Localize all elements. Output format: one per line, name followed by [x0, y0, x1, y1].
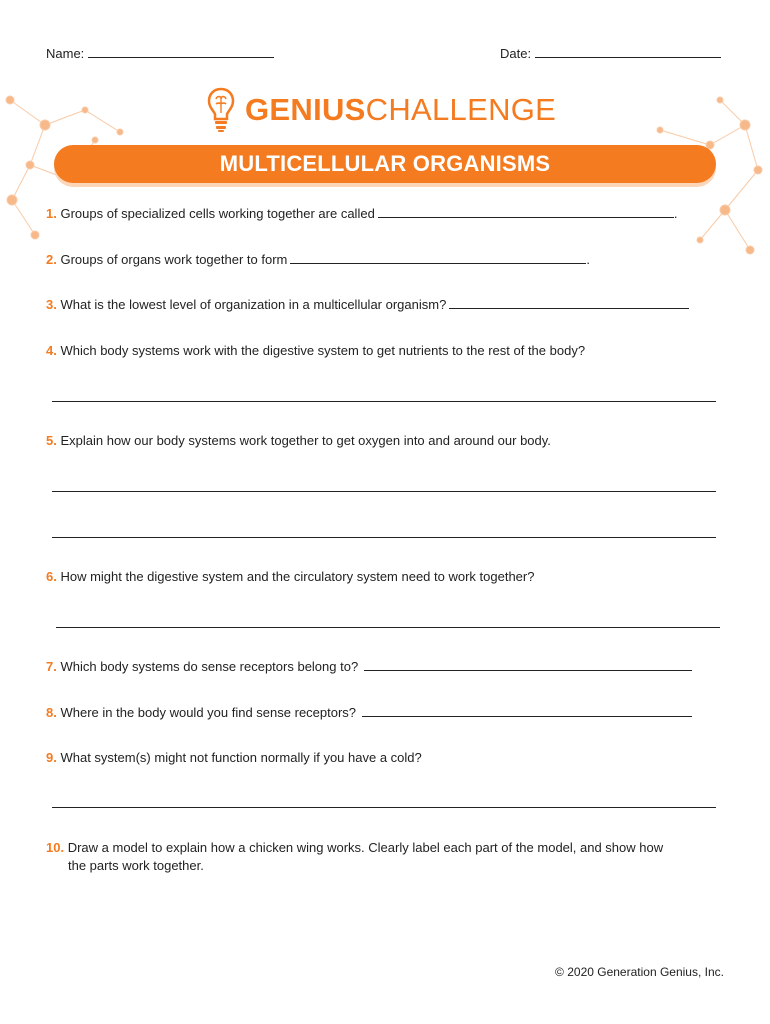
question-number: 5. — [46, 433, 57, 448]
question-number: 2. — [46, 252, 57, 267]
question-text: What system(s) might not function normally if you have a cold? — [60, 750, 422, 765]
question-text: Explain how our body systems work together to get oxygen into and around our body. — [60, 433, 551, 448]
question-9 — [46, 749, 422, 767]
answer-blank[interactable] — [362, 704, 692, 717]
question-text: Groups of specialized cells working together are called — [60, 206, 375, 221]
date-field[interactable] — [500, 46, 721, 61]
question-7 — [46, 658, 692, 676]
question-punct: . — [673, 206, 678, 221]
answer-blank[interactable] — [364, 658, 692, 671]
name-label: Name: — [46, 46, 85, 61]
question-number: 10. — [46, 840, 65, 855]
question-6 — [46, 568, 534, 586]
answer-blank[interactable] — [378, 205, 674, 218]
question-number: 1. — [46, 206, 57, 221]
date-blank[interactable] — [535, 46, 721, 58]
question-number: 6. — [46, 569, 57, 584]
question-text: Which body systems work with the digestive system to get nutrients to the rest of the body? — [60, 343, 586, 358]
answer-line[interactable] — [52, 401, 716, 402]
worksheet-title: MULTICELLULAR ORGANISMS — [219, 151, 551, 176]
copyright-notice: © 2020 Generation Genius, Inc. — [555, 965, 724, 979]
question-number: 3. — [46, 297, 57, 312]
question-text: How might the digestive system and the circulatory system need to work together? — [60, 569, 535, 584]
question-text: Where in the body would you find sense receptors? — [60, 705, 357, 720]
question-text-continued: the parts work together. — [68, 858, 204, 873]
answer-blank[interactable] — [290, 251, 586, 264]
question-number: 4. — [46, 343, 57, 358]
question-8 — [46, 704, 692, 722]
answer-line[interactable] — [56, 627, 720, 628]
genius-challenge-logo — [207, 86, 556, 134]
name-field[interactable] — [46, 46, 274, 61]
question-4 — [46, 342, 585, 360]
question-punct: . — [586, 252, 590, 267]
question-number: 7. — [46, 659, 57, 674]
question-5 — [46, 432, 551, 450]
question-number: 8. — [46, 705, 57, 720]
lightbulb-brain-icon — [207, 87, 235, 133]
name-blank[interactable] — [88, 46, 274, 58]
logo-word-challenge: CHALLENGE — [365, 92, 557, 127]
question-text: What is the lowest level of organization in a multicellular organism? — [60, 297, 447, 312]
answer-line[interactable] — [52, 491, 716, 492]
answer-blank[interactable] — [449, 296, 689, 309]
question-text: Groups of organs work together to form — [60, 252, 288, 267]
question-3 — [46, 296, 689, 314]
date-label: Date: — [500, 46, 532, 61]
question-text: Draw a model to explain how a chicken wing works. Clearly label each part of the model, and show how — [67, 840, 664, 855]
answer-line[interactable] — [52, 537, 716, 538]
question-number: 9. — [46, 750, 57, 765]
question-10 — [46, 839, 726, 875]
question-1 — [46, 205, 677, 223]
answer-line[interactable] — [52, 807, 716, 808]
question-text: Which body systems do sense receptors belong to? — [60, 659, 359, 674]
molecule-network-right-decoration — [640, 90, 770, 280]
question-2 — [46, 251, 590, 269]
logo-word-genius: GENIUS — [245, 92, 366, 127]
title-banner — [54, 145, 716, 183]
